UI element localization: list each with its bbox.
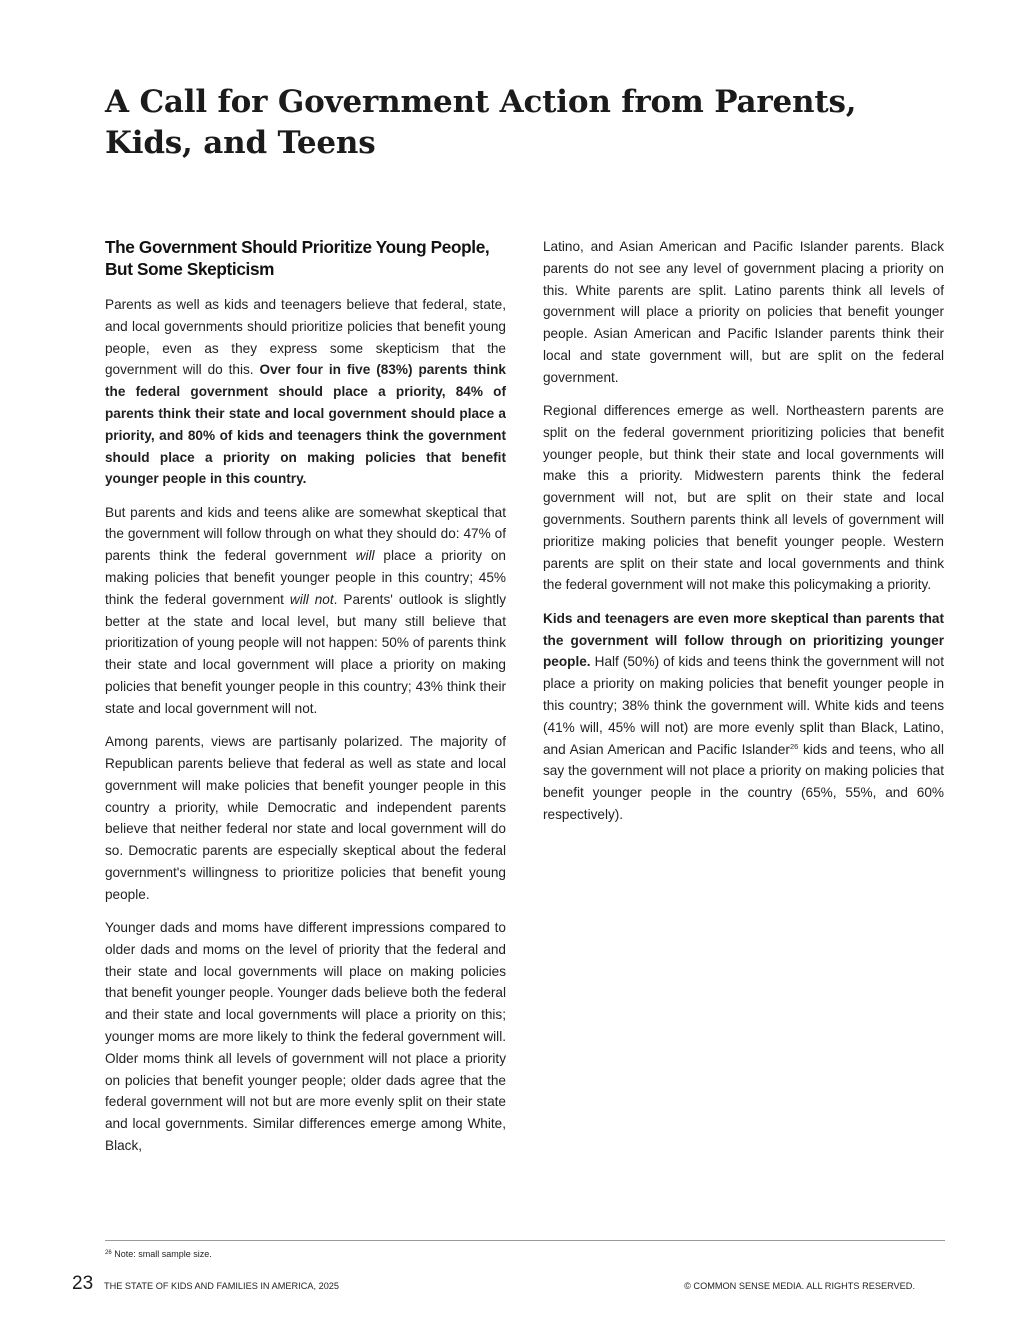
- kids-teens-text-a: Half (50%) of kids and teens think the government will not place a priority on making policies that benefit younger people in this country; 38% think the government will. White kids and teens (41% will, 45% will not) are more evenly split than Black, Latino, and Asian American and Pacific Islander: [543, 654, 944, 757]
- copyright-notice: © COMMON SENSE MEDIA. ALL RIGHTS RESERVED.: [684, 1281, 915, 1291]
- paragraph-kids-teens: [543, 608, 944, 826]
- footnote: [105, 1249, 212, 1259]
- right-column: [543, 236, 944, 837]
- left-column: [105, 236, 506, 1157]
- intro-text: Parents as well as kids and teenagers believe that federal, state, and local governments should prioritize policies that benefit young people, even as they express some skepticism that the government will do this.: [105, 297, 506, 378]
- skepticism-text-c: . Parents' outlook is slightly better at the state and local level, but many still believe that prioritization of young people will not happen: 50% of parents think their state and local government will place a priority on making policies that benefit younger people in this country; 43% think their state and local government will not.: [105, 591, 506, 716]
- skepticism-text-b: place a priority on making policies that benefit younger people in this country; 45% think the federal government: [105, 548, 506, 607]
- kids-teens-bold-text: Kids and teenagers are even more skeptical than parents that the government will follow through on prioritizing younger people.: [543, 610, 944, 670]
- skepticism-text-a: But parents and kids and teens alike are somewhat skeptical that the government will follow through on what they should do: 47% of parents think the federal government: [105, 504, 506, 564]
- paragraph-age-differences-continued: Latino, and Asian American and Pacific Islander parents. Black parents do not see any level of government placing a priority on this. White parents are split. Latino parents think all levels of government will place a priority on policies that benefit younger people. Asian American and Pacific Islander parents think their local and state government will, but are split on the federal government.: [543, 239, 944, 385]
- paragraph-partisan: Among parents, views are partisanly polarized. The majority of Republican parents believe that federal as well as state and local government will make policies that benefit younger people in this country a priority, while Democratic and independent parents believe that neither federal nor state and local government will do so. Democratic parents are especially skeptical about the federal government's willingness to prioritize policies that benefit young people.: [105, 734, 506, 902]
- kids-teens-text-b: kids and teens, who all say the government will not place a priority on making policies that benefit younger people in the country (65%, 55%, and 60% respectively).: [543, 741, 944, 822]
- intro-bold-text: Over four in five (83%) parents think the federal government should place a priority, 84% of parents think their state and local government should place a priority, and 80% of kids and teenagers think the government should place a priority on making policies that benefit younger people in this country.: [105, 362, 506, 487]
- paragraph-regional: Regional differences emerge as well. Northeastern parents are split on the federal government prioritizing policies that benefit younger people, but think their state and local governments will make this a priority. Midwestern parents think the federal government will not, but are split on their state and local governments. Southern parents think all levels of government will prioritize making policies that benefit younger people. Western parents are split on their state and local governments and think the federal government will not make this policymaking a priority.: [543, 403, 944, 593]
- paragraph-age-differences: Younger dads and moms have different impressions compared to older dads and moms on the level of priority that the federal and their state and local governments will place on making policies that benefit younger people. Younger dads believe both the federal and their state and local governments will place a priority on this; younger moms are more likely to think the federal government will. Older moms think all levels of government will not place a priority on policies that benefit younger people; older dads agree that the federal government will not but are more evenly split on their state and local governments. Similar differences emerge among White, Black,: [105, 920, 506, 1153]
- footnote-number: 26: [105, 1250, 112, 1256]
- skepticism-italic-will-not: will not: [289, 591, 334, 607]
- paragraph-skepticism: [105, 502, 506, 720]
- paragraph-intro: [105, 294, 506, 490]
- page-number: 23: [72, 1273, 94, 1294]
- footnote-text: Note: small sample size.: [111, 1249, 212, 1259]
- section-heading: The Government Should Prioritize Young People, But Some Skepticism: [105, 237, 490, 279]
- footnote-divider: [105, 1240, 945, 1241]
- skepticism-italic-will: will: [355, 548, 375, 564]
- page-title: A Call for Government Action from Parents, Kids, and Teens: [105, 84, 857, 161]
- publication-title: THE STATE OF KIDS AND FAMILIES IN AMERICA, 2025: [104, 1281, 340, 1291]
- footnote-reference: 26: [789, 741, 799, 751]
